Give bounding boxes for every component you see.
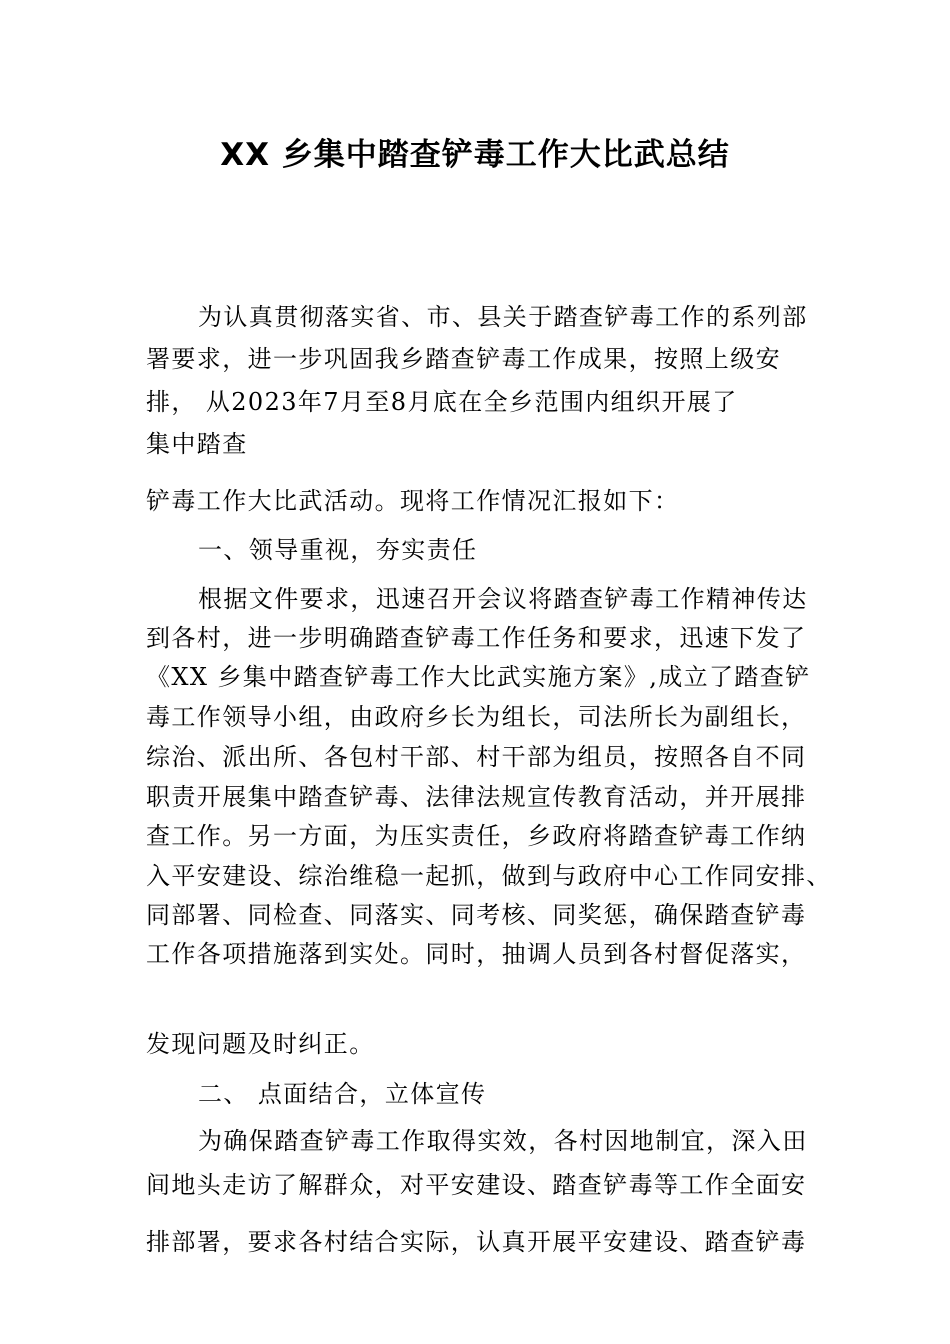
paragraph-2-line-9: 同部署、同检查、同落实、同考核、同奖惩，确保踏查铲毒 [146, 901, 807, 929]
paragraph-3-line-2: 间地头走访了解群众，对平安建设、踏查铲毒等工作全面安 [146, 1171, 807, 1199]
paragraph-2-line-1: 根据文件要求，迅速召开会议将踏查铲毒工作精神传达 [198, 585, 808, 613]
paragraph-2-line-10: 工作各项措施落到实处。同时，抽调人员到各村督促落实， [146, 940, 807, 968]
paragraph-1-line-4: 集中踏查 [146, 430, 248, 458]
paragraph-2-line-2: 到各村，进一步明确踏查铲毒工作任务和要求，迅速下发了 [146, 624, 807, 652]
document-title: XX 乡集中踏查铲毒工作大比武总结 [220, 137, 730, 173]
paragraph-2-line-8: 入平安建设、综治维稳一起抓，做到与政府中心工作同安排、 [146, 862, 832, 890]
paragraph-3-line-1: 为确保踏查铲毒工作取得实效，各村因地制宜，深入田 [198, 1127, 808, 1155]
section-heading-1: 一、领导重视，夯实责任 [198, 536, 478, 564]
paragraph-2-line-6: 职责开展集中踏查铲毒、法律法规宣传教育活动，并开展排 [146, 783, 807, 811]
paragraph-2-line-7: 查工作。另一方面，为压实责任，乡政府将踏查铲毒工作纳 [146, 822, 807, 850]
paragraph-2-line-4: 毒工作领导小组，由政府乡长为组长，司法所长为副组长， [146, 703, 807, 731]
paragraph-3-line-3: 排部署，要求各村结合实际，认真开展平安建设、踏查铲毒 [146, 1228, 807, 1256]
paragraph-1-line-2: 署要求，进一步巩固我乡踏查铲毒工作成果，按照上级安 [146, 345, 781, 373]
paragraph-1-line-3: 排， 从2023年7月至8月底在全乡范围内组织开展了 [146, 388, 738, 416]
paragraph-1-line-1: 为认真贯彻落实省、市、县关于踏查铲毒工作的系列部 [198, 303, 808, 331]
paragraph-1-line-5: 铲毒工作大比武活动。现将工作情况汇报如下： [146, 487, 680, 515]
section-heading-2: 二、 点面结合，立体宣传 [198, 1080, 487, 1108]
paragraph-2-line-11: 发现问题及时纠正。 [146, 1030, 375, 1058]
paragraph-2-line-3: 《XX 乡集中踏查铲毒工作大比武实施方案》,成立了踏查铲 [146, 663, 811, 691]
paragraph-2-line-5: 综治、派出所、各包村干部、村干部为组员，按照各自不同 [146, 743, 807, 771]
